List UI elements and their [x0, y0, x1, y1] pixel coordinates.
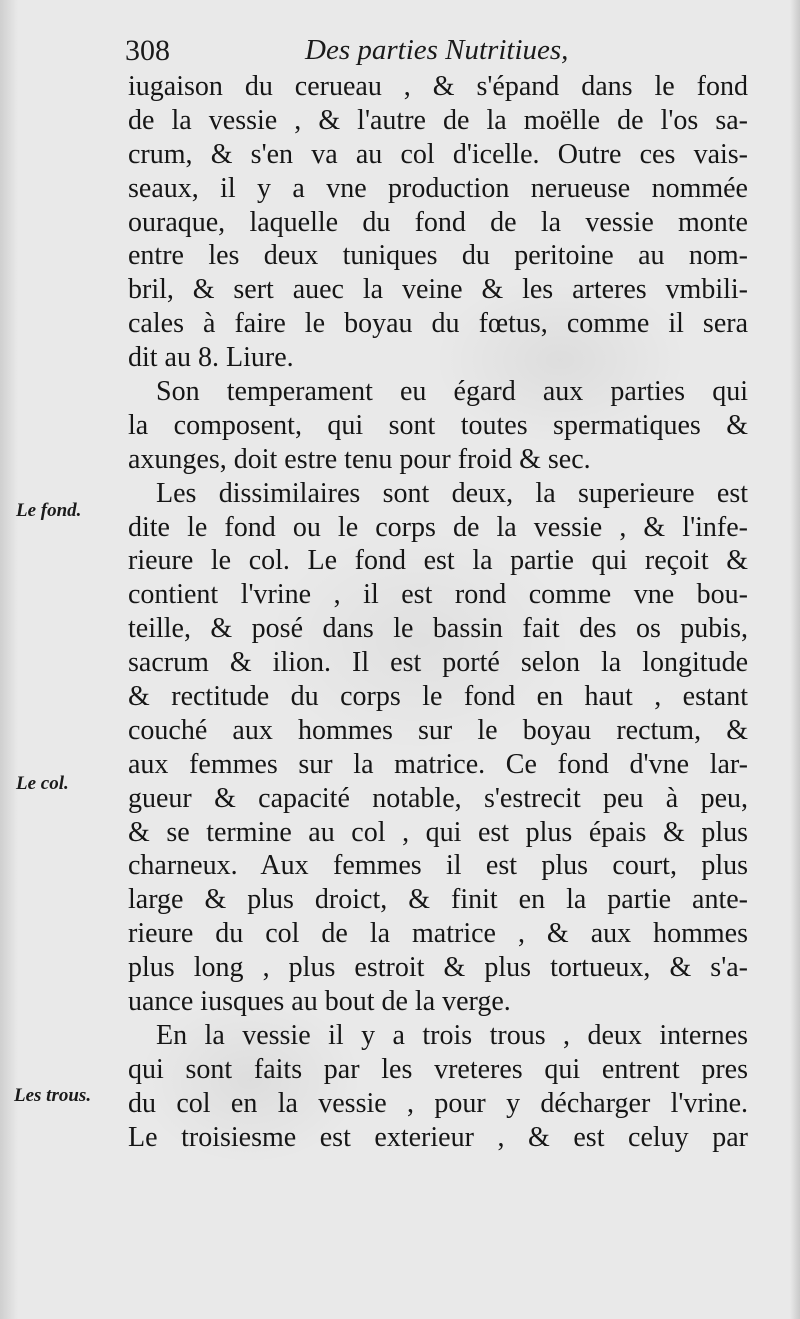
text-line: dit au 8. Liure.	[128, 342, 294, 374]
text-line: iugaison du cerueau , & s'épand dans le fond	[128, 71, 748, 102]
text-line: Les dissimilaires sont deux, la superieure est	[156, 477, 748, 509]
text-line: entre les deux tuniques du peritoine au nom-	[128, 240, 748, 272]
text-line: Le troisiesme est exterieur , & est celuy par	[128, 1121, 748, 1153]
text-line: aux femmes sur la matrice. Ce fond d'vne lar-	[128, 748, 748, 780]
text-line: Son temperament eu égard aux parties qui	[156, 376, 748, 408]
text-line: rieure le col. Le fond est la partie qui reçoit &	[128, 545, 748, 577]
text-line: couché aux hommes sur le boyau rectum, &	[128, 714, 748, 746]
text-line: teille, & posé dans le bassin fait des os pubis,	[128, 613, 748, 645]
text-line: plus long , plus estroit & plus tortueux, & s'a-	[128, 952, 748, 984]
margin-note-le-fond: Le fond.	[16, 500, 82, 521]
text-line: gueur & capacité notable, s'estrecit peu à peu,	[128, 782, 748, 814]
text-line: axunges, doit estre tenu pour froid & sec.	[128, 443, 591, 475]
text-line: rieure du col de la matrice , & aux hommes	[128, 918, 748, 950]
text-line: & rectitude du corps le fond en haut , estant	[128, 681, 748, 713]
text-line: seaux, il y a vne production nerueuse nommée	[128, 172, 748, 204]
text-line: dite le fond ou le corps de la vessie , & l'infe-	[128, 511, 748, 543]
text-line: cales à faire le boyau du fœtus, comme il sera	[128, 308, 748, 340]
margin-note-les-trous: Les trous.	[14, 1085, 92, 1106]
text-line: de la vessie , & l'autre de la moëlle de l'os sa-	[128, 104, 748, 136]
page-number: 308	[125, 34, 170, 67]
page-left-edge	[0, 0, 18, 1319]
text-line: bril, & sert auec la veine & les arteres vmbili-	[128, 274, 748, 306]
text-line: du col en la vessie , pour y décharger l'vrine.	[128, 1087, 748, 1119]
text-line: large & plus droict, & finit en la partie ante-	[128, 884, 748, 916]
text-line: qui sont faits par les vreteres qui entrent pres	[128, 1053, 748, 1085]
running-head: Des parties Nutritiues,	[305, 34, 569, 66]
text-line: & se termine au col , qui est plus épais & plus	[128, 816, 748, 848]
text-line: contient l'vrine , il est rond comme vne bou-	[128, 579, 748, 611]
margin-note-le-col: Le col.	[16, 773, 69, 794]
text-line: uance iusques au bout de la verge.	[128, 986, 511, 1018]
page-right-edge	[790, 0, 800, 1319]
text-line: crum, & s'en va au col d'icelle. Outre ces vais-	[128, 138, 748, 170]
text-line: charneux. Aux femmes il est plus court, plus	[128, 850, 748, 882]
page-header	[125, 34, 745, 74]
text-line: ouraque, laquelle du fond de la vessie monte	[128, 206, 748, 238]
text-line: la composent, qui sont toutes spermatiques &	[128, 409, 748, 441]
body-text	[128, 70, 748, 1155]
text-line: sacrum & ilion. Il est porté selon la longitude	[128, 647, 748, 679]
text-line: En la vessie il y a trois trous , deux internes	[156, 1019, 748, 1051]
